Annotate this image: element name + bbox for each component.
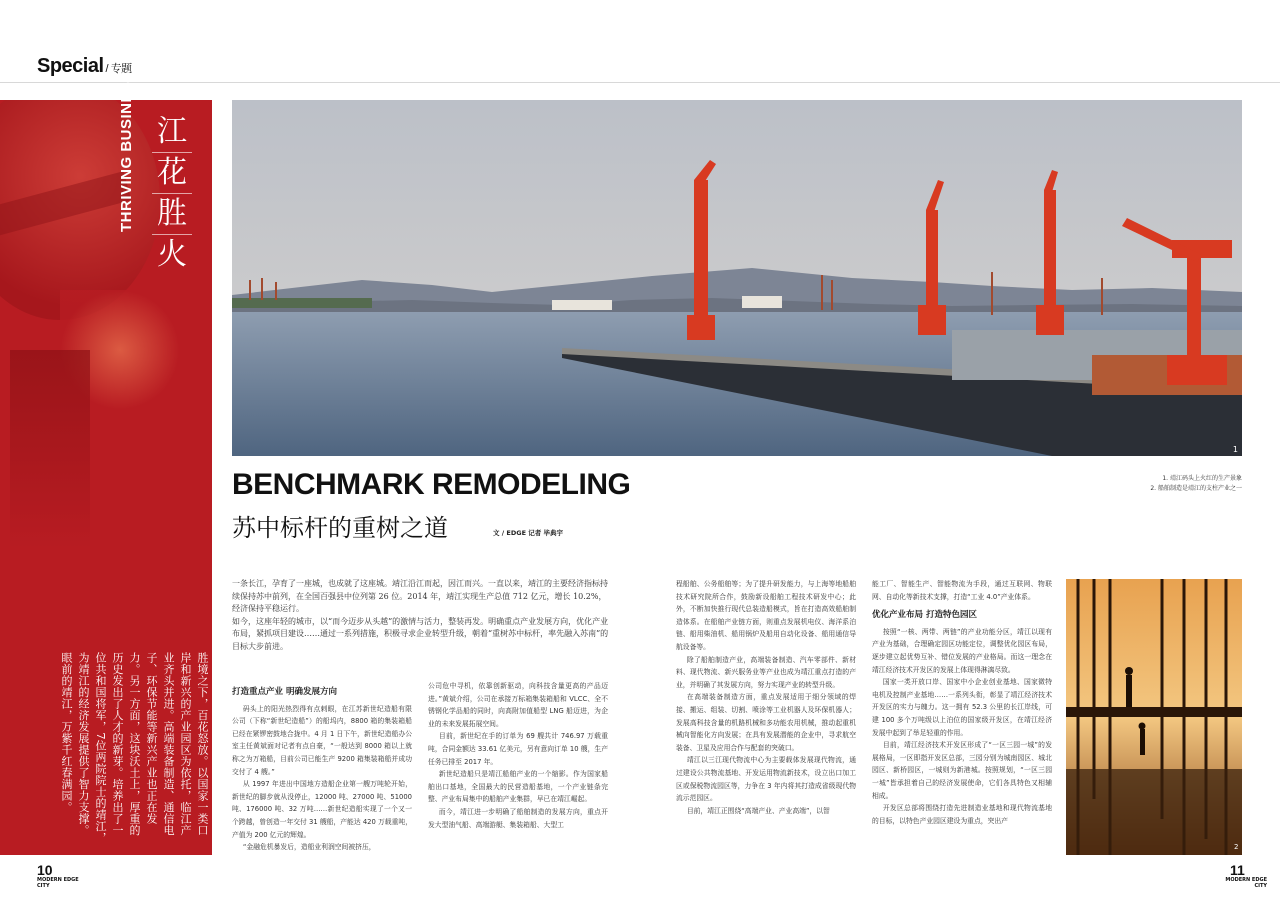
- headline-en: BENCHMARK REMODELING: [232, 468, 631, 501]
- body-paragraph: 目前，新世纪在手的订单为 69 艘共计 746.97 万载重吨，合同金额达 33.61 亿美元，另有意向订单 10 艘，生产任务已排至 2017 年。: [428, 732, 608, 766]
- footer-brand-line: CITY: [1254, 883, 1267, 889]
- body-paragraph: 目前，靖江正围绕“高端产业、产业高端”，以智: [686, 806, 830, 815]
- photo-number: 2: [1234, 843, 1239, 851]
- footer-brand-right: [1207, 877, 1267, 889]
- body-paragraph: 国家一类开放口岸、国家中小企业创业基地、国家微特电机及控制产业基地……一系列头衔，彰显了靖江经济技术开发区的实力与魄力。这一拥有 52.3 公里的长江岸线，可建 100 多个万吨级以上泊位的国家级开发区，在靖江经济发展中起到了举足轻重的作用。: [872, 678, 1052, 737]
- body-paragraph: 码头上的阳光热烈得有点刺眼，在江苏新世纪造船有限公司（下称“新世纪造船”）的船坞内，8800 箱的集装箱船已经在紧锣密鼓地合拢中。4 月 1 日下午，新世纪造船办公室主任黄斌面对记者有点自豪，“一般达到 8000 箱以上就称之为万箱船，目前公司已能生产 9200 箱集装箱船并成功交付了 4 艘。”: [232, 704, 412, 776]
- panel-title-char: 火: [157, 237, 187, 272]
- byline: 文 / EDGE 记者 毕典宇: [493, 529, 564, 537]
- section-heading: 优化产业布局 打造特色园区: [872, 610, 977, 621]
- panel-title-char: 江: [152, 112, 192, 153]
- body-column-2: [428, 680, 608, 831]
- shipyard-photo: [1066, 579, 1242, 855]
- page-number-left: 10: [37, 862, 53, 878]
- body-paragraph: 除了船舶制造产业，高端装备制造、汽车零部件、新材料、现代物流、新兴服务业等产业也成为靖江重点打造的产业，并明确了其发展方向，努力实现产业的转型升级。: [676, 655, 856, 689]
- body-column-4: [872, 578, 1052, 827]
- footer-brand-line: MODERN EDGE: [37, 877, 79, 883]
- photo-number: 1: [1232, 445, 1238, 454]
- body-paragraph: 从 1997 年进出中国地方造船企业第一艘万吨轮开始，新世纪的脚步就从没停止，12000 吨、27000 吨、51000 吨、176000 吨、32 万吨……新世纪造船实现了一个又一个跨越，曾创造一年交付 31 艘船，产能达 420 万载重吨，产值为 200 亿元的辉煌。: [232, 780, 412, 839]
- body-paragraph: 程船舶、公务船舶等；为了提升研发能力，与上海等地船舶技术研究院所合作，鼓励新设船舶工程技术研发中心；此外，不断加快推行现代总装造船模式，旨在打造高效船舶制造体系。在船舶产业链方面，则重点发展机电仪、海洋系泊链、船用柴油机、船用锅炉及船用自动化设备、船用通信导航设备等。: [676, 580, 856, 651]
- panel-title-char: 胜: [152, 194, 192, 235]
- footer-brand-line: CITY: [37, 883, 50, 889]
- body-paragraph: 而今，靖江进一步明确了船舶制造的发展方向，重点开发大型油气船、高端游艇、集装箱船、大型工: [428, 807, 608, 829]
- panel-title-cn: [152, 112, 192, 275]
- section-label-en: Special: [37, 55, 104, 77]
- body-paragraph: 靖江以三江现代物流中心为主要载体发展现代物流，通过建设公共物流基地、开发运用物流新技术，设立出口加工区或保税物流园区等，力争在 3 年内将其打造成省级现代物流示范园区。: [676, 756, 856, 803]
- shipyard-photo-drawing: [1066, 579, 1242, 855]
- lead-paragraph: [232, 578, 612, 653]
- body-paragraph: 能工厂、智能生产、智能物流为手段，通过互联网、物联网、自动化等新技术支撑，打造“工业 4.0”产业体系。: [872, 580, 1052, 601]
- body-paragraph: “金融危机暴发后，造船业利润空间被挤压，: [242, 843, 376, 852]
- panel-intro-vertical: 胜境之下，百花怒放。以国家一类口岸和新兴的产业园区为依托，临江产业齐头并进。高端装备制造、通信电子、环保节能等新兴产业也正在发力。另一方面，这块沃土上，厚重的历史发出了人才的新芽。培养出了一位共和国将军，7位两院院士的靖江，为靖江的经济发展提供了智力支撑。眼前的靖江，万紫千红春满园。: [60, 652, 209, 844]
- page-number-right: 11: [1230, 862, 1245, 878]
- body-paragraph: 在高端装备制造方面，重点发展适用于细分领域的焊接、搬运、组装、切割、喷涂等工业机器人及环保机器人；发展高科技含量的机路机械和多功能农用机械，推动起重机械向智能化方向发展；在具有发展潜能的企业中，寻求航空装备、卫星及应用合作与配套的突破口。: [676, 693, 856, 752]
- panel-decor-image: [10, 350, 90, 550]
- footer-brand-left: [37, 877, 97, 889]
- photo-caption: 1. 靖江码头上火红的生产景象: [1162, 475, 1242, 482]
- photo-captions: [1100, 474, 1242, 494]
- photo-caption: 2. 船舶制造是靖江的支柱产业之一: [1150, 485, 1242, 492]
- lead-text: 一条长江，孕育了一座城，也成就了这座城。靖江沿江而起，因江而兴。一直以来，靖江的主要经济指标持续保持苏中前列，在全国百强县中位列第 26 位。2014 年，靖江实现生产总值 712 亿元，增长 10.2%，经济保持平稳运行。: [232, 579, 608, 613]
- body-column-1: [232, 680, 412, 854]
- footer-brand-line: MODERN EDGE: [1225, 877, 1267, 883]
- body-paragraph: 公司危中寻机，依靠创新驱动，向科技含量更高的产品迈进。”黄斌介绍，公司在承接万标箱集装箱船和 VLCC、全不锈钢化学品船的同时，向高附加值船型 LNG 船迈进，为企业的未来发展拓展空间。: [428, 682, 608, 728]
- headline-cn: 苏中标杆的重树之道: [232, 514, 448, 542]
- section-label-cn: / 专题: [105, 63, 132, 75]
- harbor-photo: [232, 100, 1242, 456]
- header-divider: [0, 82, 1280, 83]
- body-paragraph: 按照“一核、两带、两链”的产业功能分区，靖江以现有产业为基础，合理确定园区功能定位，调整优化园区布局，逐步建立起优势互补、错位发展的产业格局。而这一理念在靖江经济技术开发区的发展上体现得淋漓尽致。: [872, 627, 1052, 674]
- section-heading: 打造重点产业 明确发展方向: [232, 687, 337, 697]
- panel-title-en: THRIVING BUSINESS: [118, 70, 135, 232]
- body-column-3: [676, 578, 856, 817]
- body-paragraph: 开发区总部将围绕打造先进制造业基地和现代物流基地的目标，以特色产业园区建设为重点，突出产: [872, 804, 1052, 825]
- panel-title-char: 花: [152, 153, 192, 194]
- lead-text: 如今，这座年轻的城市，以“而今迈步从头越”的激情与活力，整装再发。明确重点产业发展方向，优化产业布局，紧抓项目建设……通过一系列措施，积极寻求企业转型升级，朝着“重树苏中标杆，率先融入苏南”的目标大步前进。: [232, 616, 609, 651]
- harbor-photo-drawing: [232, 100, 1242, 456]
- body-paragraph: 新世纪造船只是靖江船舶产业的一个缩影。作为国家船舶出口基地，全国最大的民营造船基地，一个产业链条完整、产业布局集中的船舶产业集群，早已在靖江崛起。: [428, 770, 608, 804]
- body-paragraph: 目前，靖江经济技术开发区形成了“一区三园一城”的发展格局，一区即指开发区总部，三园分别为城南园区、城北园区、新桥园区，一城则为新港城。按照规划，“一区三园一城”皆承担着自己的经济发展使命，它们各具特色又相辅相成。: [872, 741, 1052, 800]
